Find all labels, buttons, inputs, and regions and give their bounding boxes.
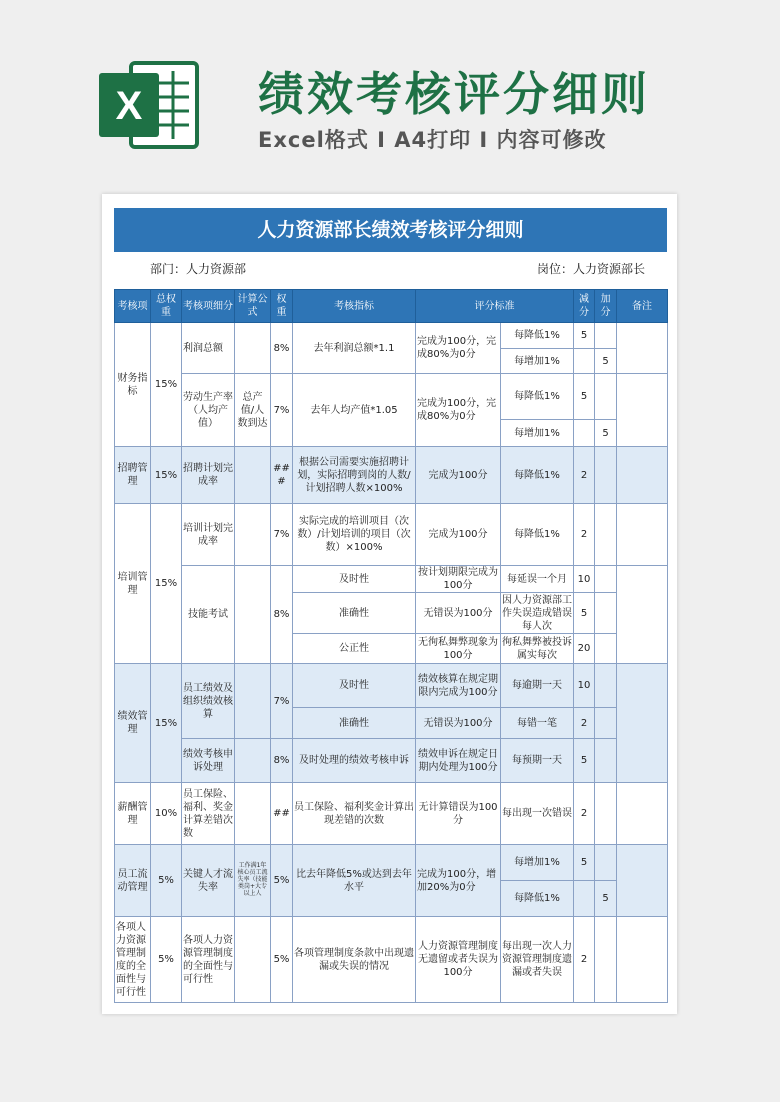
standard-cell: 无徇私舞弊现象为100分 bbox=[416, 634, 501, 664]
standard-cell: 无错误为100分 bbox=[416, 708, 501, 739]
deduct-cell: 5 bbox=[574, 739, 595, 783]
total-weight-cell: 15% bbox=[151, 504, 182, 664]
header-cell: 考核项细分 bbox=[182, 290, 235, 323]
add-cell bbox=[595, 917, 617, 1003]
header-cell: 加分 bbox=[595, 290, 617, 323]
banner-title: 绩效考核评分细则 bbox=[258, 67, 650, 121]
scoring-rule-cell: 每降低1% bbox=[501, 447, 574, 504]
weight-cell: 7% bbox=[271, 664, 293, 739]
add-cell bbox=[595, 566, 617, 593]
table-row bbox=[115, 323, 668, 349]
standard-cell: 完成为100分 bbox=[416, 447, 501, 504]
document-title: 人力资源部长绩效考核评分细则 bbox=[114, 208, 667, 252]
table-row bbox=[115, 783, 668, 845]
standard-cell: 无计算错误为100分 bbox=[416, 783, 501, 845]
subitem-cell: 技能考试 bbox=[182, 566, 235, 664]
scoring-rule-cell: 每延误一个月 bbox=[501, 566, 574, 593]
standard-cell: 完成为100分，完成80%为0分 bbox=[416, 323, 501, 374]
standard-cell: 无错误为100分 bbox=[416, 593, 501, 634]
standard-cell: 完成为100分，增加20%为0分 bbox=[416, 845, 501, 917]
standard-cell: 按计划期限完成为100分 bbox=[416, 566, 501, 593]
category-cell: 培训管理 bbox=[115, 504, 151, 664]
add-cell bbox=[595, 664, 617, 708]
deduct-cell: 5 bbox=[574, 323, 595, 349]
post-label: 岗位：人力资源部长 bbox=[537, 262, 646, 276]
remark-cell bbox=[617, 504, 668, 566]
deduct-cell bbox=[574, 420, 595, 447]
subitem-cell: 培训计划完成率 bbox=[182, 504, 235, 566]
remark-cell bbox=[617, 566, 668, 664]
subitem-cell: 关键人才流失率 bbox=[182, 845, 235, 917]
logo-letter: X bbox=[115, 84, 143, 128]
add-cell: 5 bbox=[595, 420, 617, 447]
formula-cell: 工作满1年核心员工流失率（技能类岗+大专以上人 bbox=[235, 845, 271, 917]
weight-cell: 5% bbox=[271, 917, 293, 1003]
table-row bbox=[115, 664, 668, 708]
formula-cell bbox=[235, 323, 271, 374]
excel-logo-icon bbox=[97, 55, 201, 155]
add-cell bbox=[595, 783, 617, 845]
deduct-cell: 2 bbox=[574, 447, 595, 504]
weight-cell: 7% bbox=[271, 374, 293, 447]
standard-cell: 完成为100分 bbox=[416, 504, 501, 566]
header-cell: 考核指标 bbox=[293, 290, 416, 323]
deduct-cell: 2 bbox=[574, 504, 595, 566]
formula-cell bbox=[235, 739, 271, 783]
scoring-rule-cell: 因人力资源部工作失误造成错误每人次 bbox=[502, 594, 572, 632]
scoring-rule-cell: 每逾期一天 bbox=[501, 664, 574, 708]
deduct-cell: 2 bbox=[574, 783, 595, 845]
indicator-cell: 各项管理制度条款中出现遗漏或失误的情况 bbox=[293, 917, 416, 1003]
subitem-cell: 劳动生产率（人均产值） bbox=[182, 374, 235, 447]
scoring-rule-cell: 每预期一天 bbox=[501, 739, 574, 783]
remark-cell bbox=[617, 374, 668, 447]
scoring-rule-cell: 每降低1% bbox=[501, 374, 574, 420]
evaluation-table bbox=[114, 289, 668, 1003]
category-cell: 员工流动管理 bbox=[115, 845, 151, 917]
add-cell bbox=[595, 739, 617, 783]
table-row bbox=[115, 566, 668, 593]
subitem-cell: 员工保险、福利、奖金计算差错次数 bbox=[182, 783, 235, 845]
subitem-cell: 招聘计划完成率 bbox=[182, 447, 235, 504]
subitem-cell: 利润总额 bbox=[182, 323, 235, 374]
indicator-cell: 及时处理的绩效考核申诉 bbox=[293, 739, 416, 783]
remark-cell bbox=[617, 917, 668, 1003]
scoring-rule-cell: 每降低1% bbox=[501, 323, 574, 349]
standard-cell: 绩效申诉在规定日期内处理为100分 bbox=[416, 739, 501, 783]
table-header-row bbox=[115, 290, 668, 323]
weight-cell: 7% bbox=[271, 504, 293, 566]
deduct-cell: 5 bbox=[574, 374, 595, 420]
add-cell bbox=[595, 593, 617, 634]
scoring-rule-cell: 每出现一次错误 bbox=[501, 783, 574, 845]
indicator-cell: 准确性 bbox=[293, 593, 416, 634]
weight-cell: ### bbox=[271, 447, 293, 504]
formula-cell bbox=[235, 783, 271, 845]
header-cell: 评分标准 bbox=[416, 290, 574, 323]
add-cell bbox=[595, 323, 617, 349]
deduct-cell bbox=[574, 349, 595, 374]
weight-cell: ## bbox=[271, 783, 293, 845]
standard-cell: 人力资源管理制度无遗留或者失误为100分 bbox=[416, 917, 501, 1003]
total-weight-cell: 5% bbox=[151, 917, 182, 1003]
add-cell bbox=[595, 708, 617, 739]
category-cell: 招聘管理 bbox=[115, 447, 151, 504]
scoring-rule-cell: 每增加1% bbox=[501, 420, 574, 447]
table-row bbox=[115, 845, 668, 881]
header-cell: 考核项 bbox=[115, 290, 151, 323]
indicator-cell: 实际完成的培训项目（次数）/计划培训的项目（次数）×100% bbox=[293, 504, 416, 566]
header-cell: 总权重 bbox=[151, 290, 182, 323]
deduct-cell: 2 bbox=[574, 917, 595, 1003]
indicator-cell: 比去年降低5%或达到去年水平 bbox=[293, 845, 416, 917]
header-cell: 备注 bbox=[617, 290, 668, 323]
formula-cell bbox=[235, 664, 271, 739]
formula-cell: 总产值/人数到达 bbox=[235, 374, 271, 447]
standard-cell: 完成为100分，完成80%为0分 bbox=[416, 374, 501, 447]
weight-cell: 8% bbox=[271, 739, 293, 783]
add-cell: 5 bbox=[595, 881, 617, 917]
scoring-rule-cell: 每降低1% bbox=[501, 504, 574, 566]
subitem-cell: 员工绩效及组织绩效核算 bbox=[182, 664, 235, 739]
deduct-cell: 5 bbox=[574, 845, 595, 881]
total-weight-cell: 15% bbox=[151, 447, 182, 504]
table-row bbox=[115, 447, 668, 504]
table-row bbox=[115, 917, 668, 1003]
remark-cell bbox=[617, 783, 668, 845]
weight-cell: 8% bbox=[271, 323, 293, 374]
scoring-rule-cell: 每降低1% bbox=[501, 881, 574, 917]
deduct-cell bbox=[574, 881, 595, 917]
scoring-rule-cell: 徇私舞弊被投诉属实每次 bbox=[501, 634, 574, 664]
remark-cell bbox=[617, 664, 668, 783]
deduct-cell: 20 bbox=[574, 634, 595, 664]
indicator-cell: 公正性 bbox=[293, 634, 416, 664]
scoring-rule-cell: 每增加1% bbox=[501, 349, 574, 374]
formula-cell bbox=[235, 504, 271, 566]
weight-cell: 8% bbox=[271, 566, 293, 664]
header-cell: 权重 bbox=[271, 290, 293, 323]
total-weight-cell: 15% bbox=[151, 323, 182, 447]
table-row bbox=[115, 504, 668, 566]
weight-cell: 5% bbox=[271, 845, 293, 917]
header-cell: 计算公式 bbox=[235, 290, 271, 323]
table-row bbox=[115, 374, 668, 420]
deduct-cell: 10 bbox=[574, 566, 595, 593]
deduct-cell: 10 bbox=[574, 664, 595, 708]
subitem-cell: 各项人力资源管理制度的全面性与可行性 bbox=[182, 917, 235, 1003]
table-row bbox=[115, 739, 668, 783]
remark-cell bbox=[617, 845, 668, 917]
add-cell bbox=[595, 374, 617, 420]
indicator-cell: 准确性 bbox=[293, 708, 416, 739]
add-cell bbox=[595, 634, 617, 664]
indicator-cell: 去年人均产值*1.05 bbox=[293, 374, 416, 447]
indicator-cell: 及时性 bbox=[293, 664, 416, 708]
scoring-rule-cell: 每错一笔 bbox=[501, 708, 574, 739]
indicator-cell: 及时性 bbox=[293, 566, 416, 593]
document-sheet bbox=[102, 194, 677, 1014]
category-cell: 财务指标 bbox=[115, 323, 151, 447]
add-cell bbox=[595, 504, 617, 566]
scoring-rule-cell: 每增加1% bbox=[501, 845, 574, 881]
remark-cell bbox=[617, 323, 668, 374]
total-weight-cell: 10% bbox=[151, 783, 182, 845]
banner-subtitle: Excel格式 I A4打印 I 内容可修改 bbox=[258, 128, 607, 152]
subitem-cell: 绩效考核申诉处理 bbox=[182, 739, 235, 783]
total-weight-cell: 5% bbox=[151, 845, 182, 917]
indicator-cell: 根据公司需要实施招聘计划，实际招聘到岗的人数/计划招聘人数×100% bbox=[293, 447, 416, 504]
add-cell bbox=[595, 845, 617, 881]
total-weight-cell: 15% bbox=[151, 664, 182, 783]
indicator-cell: 去年利润总额*1.1 bbox=[293, 323, 416, 374]
scoring-rule-cell: 每出现一次人力资源管理制度遗漏或者失误 bbox=[501, 917, 574, 1003]
deduct-cell: 2 bbox=[574, 708, 595, 739]
category-cell: 各项人力资源管理制度的全面性与可行性 bbox=[115, 917, 151, 1003]
standard-cell: 绩效核算在规定期限内完成为100分 bbox=[416, 664, 501, 708]
formula-cell bbox=[235, 917, 271, 1003]
formula-cell bbox=[235, 447, 271, 504]
add-cell bbox=[595, 447, 617, 504]
deduct-cell: 5 bbox=[574, 593, 595, 634]
formula-cell bbox=[235, 566, 271, 664]
indicator-cell: 员工保险、福利奖金计算出现差错的次数 bbox=[293, 783, 416, 845]
remark-cell bbox=[617, 447, 668, 504]
header-cell: 减分 bbox=[574, 290, 595, 323]
department-label: 部门：人力资源部 bbox=[150, 262, 247, 276]
category-cell: 薪酬管理 bbox=[115, 783, 151, 845]
add-cell: 5 bbox=[595, 349, 617, 374]
category-cell: 绩效管理 bbox=[115, 664, 151, 783]
